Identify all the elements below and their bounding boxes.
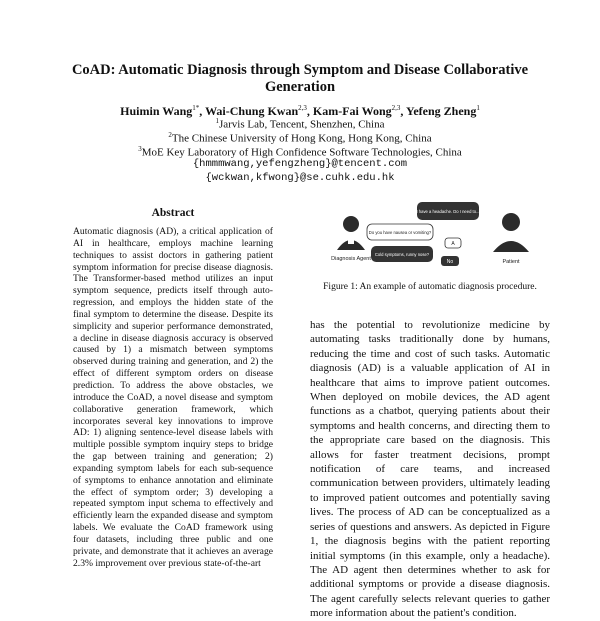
author-name: Kam-Fai Wong [312, 104, 392, 118]
patient-label: Patient [502, 259, 520, 265]
answer-text: No [446, 259, 454, 265]
paper-title: CoAD: Automatic Diagnosis through Symptom and Disease Collaborative Generation [71, 62, 529, 95]
author-line: Huimin Wang$^{1*}$, Wai-Chung Kwan$^{2,3}$, Kam-Fai Wong$^{2,3}$, Yefeng Zheng$^1$ [120, 104, 480, 118]
answer-text: A [451, 241, 455, 247]
figure-caption: Figure 1: An example of automatic diagnosis procedure. [323, 282, 537, 292]
answer-bubble [445, 238, 461, 248]
author-affil-mark: 1* [192, 104, 200, 112]
figure-1 [327, 200, 542, 276]
author-affil-mark: 1 [476, 104, 480, 112]
author-affil-mark: 2,3 [298, 104, 307, 112]
affiliation-mark: 1 [215, 117, 219, 125]
patient-icon [493, 213, 529, 252]
doctor-icon [337, 216, 365, 250]
intro-body: has the potential to revolutionize medicine by automating tasks traditionally done by humans, reducing the time and cost of such tasks. Automatic diagnosis (AD) is a valuable application of AI in healthcare that aims to improve patient outcomes. When deployed on mobile devices, the AD agent functions as a chatbot, querying patients about their symptoms and health concerns, and directing them to the appropriate care based on the diagnosis. This allows for faster treatment decisions, prompt notification of care teams, and increased communication between providers, ultimately leading to improved patient outcomes and potentially saving lives. The process of AD can be conceptualized as a series of questions and answers. As depicted in Figure 1, the diagnosis begins with the patient reporting initial symptoms (in this example, only a headache). The AD agent then determines whether to ask for additional symptoms or provide a disease diagnosis. The agent carefully selects relevant queries to gather more information about the patient's condition. [310, 319, 550, 620]
affiliation-text: The Chinese University of Hong Kong, Hong Kong, China [171, 132, 432, 145]
abstract-body: Automatic diagnosis (AD), a critical application of AI in healthcare, employs machine learning techniques to assist doctors in gathering patient symptom information for precise disease diagnosis. The Transformer-based method utilizes an input symptom sequence, predicts itself through auto-regression, and employs the hidden state of the final symptom to determine the disease. Despite its simplicity and superior performance demonstrated, a decline in disease diagnosis accuracy is observed caused by 1) a mismatch between symptoms observed during training and generation, and 2) the effect of different symptom orders on disease prediction. To address the above obstacles, we introduce the CoAD, a novel disease and symptom collaborative generation framework, which incorporates several key innovations to improve AD: 1) aligning sentence-level disease labels with multiple possible symptom inquiry steps to bridge the gap between training and generation; 2) expanding symptom labels for each sub-sequence of symptoms to enhance annotation and eliminate the effect of symptom order; 3) developing a repeated symptom input schema to effectively and efficiently learn the expanded disease and symptom labels. We evaluate the CoAD framework using four datasets, including three public and one private, and demonstrate that it achieves an average 2.3% improvement over previous state-of-the-art [73, 226, 273, 569]
affiliation-text: Jarvis Lab, Tencent, Shenzhen, China [218, 118, 385, 131]
answer-bubble [441, 256, 459, 266]
bubble-text: Cold symptoms, runny nose? [374, 252, 430, 257]
agent-label: Diagnosis Agent [331, 256, 371, 262]
author-name: Huimin Wang [120, 104, 193, 118]
email-line[interactable]: {hmmmwang,yefengzheng}@tencent.com [192, 158, 408, 170]
abstract-heading: Abstract [151, 207, 195, 219]
email-line[interactable]: {wckwan,kfwong}@se.cuhk.edu.hk [205, 172, 395, 184]
bubble-text: I have a headache. Do I need to... [416, 209, 480, 214]
speech-bubble [367, 224, 433, 240]
affiliation-mark: 2 [168, 131, 172, 139]
bubble-text: Do you have nausea or vomiting? [368, 230, 432, 235]
author-affil-mark: 2,3 [391, 104, 401, 112]
affiliation-mark: 3 [138, 145, 142, 153]
affiliation-text: MoE Key Laboratory of High Confidence Software Technologies, China [141, 146, 462, 159]
speech-bubble [416, 202, 479, 220]
author-name: Wai-Chung Kwan [205, 104, 299, 118]
author-name: Yefeng Zheng [405, 104, 477, 118]
speech-bubble [371, 246, 433, 262]
